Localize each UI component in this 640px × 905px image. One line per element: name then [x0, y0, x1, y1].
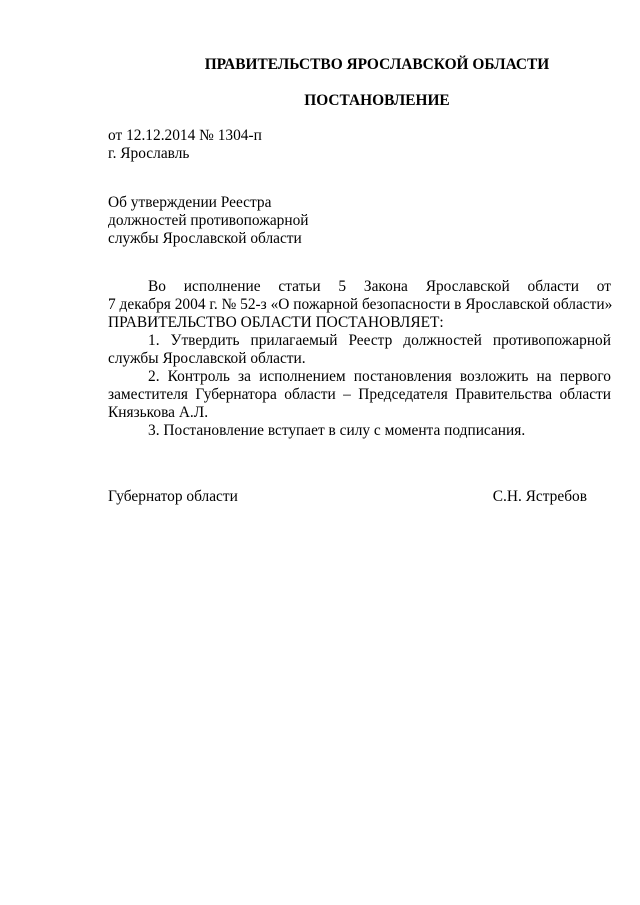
signatory-position: Губернатор области [108, 488, 238, 505]
date-and-number: от 12.12.2014 № 1304-п [108, 127, 262, 144]
resolution-item-2-continuation: Князькова А.Л. [108, 404, 209, 421]
resolution-item-1: 1. Утвердить прилагаемый Реестр должностей противопожарной [148, 332, 611, 349]
subject-line: должностей противопожарной [108, 212, 309, 229]
subject-line: службы Ярославской области [108, 230, 302, 247]
issuing-authority: ПРАВИТЕЛЬСТВО ЯРОСЛАВСКОЙ ОБЛАСТИ [204, 56, 550, 73]
document-body [108, 278, 611, 440]
preamble-line: Во исполнение статьи 5 Закона Ярославской области от [148, 278, 611, 295]
document-meta [108, 127, 408, 163]
signatory-name: С.Н. Ястребов [492, 488, 587, 505]
signature-block [108, 488, 611, 508]
document-subject [108, 194, 368, 248]
resolution-item-2-continuation: заместителя Губернатора области – Председателя Правительства области [108, 386, 611, 403]
preamble-line: 7 декабря 2004 г. № 52-з «О пожарной безопасности в Ярославской области» [108, 296, 613, 313]
city: г. Ярославль [108, 145, 190, 162]
document-type-title: ПОСТАНОВЛЕНИЕ [304, 92, 450, 109]
resolution-item-2: 2. Контроль за исполнением постановления возложить на первого [148, 368, 611, 385]
decree-statement: ПРАВИТЕЛЬСТВО ОБЛАСТИ ПОСТАНОВЛЯЕТ: [108, 314, 444, 331]
resolution-item-1-continuation: службы Ярославской области. [108, 350, 306, 367]
resolution-item-3: 3. Постановление вступает в силу с момента подписания. [148, 422, 526, 439]
subject-line: Об утверждении Реестра [108, 194, 272, 211]
